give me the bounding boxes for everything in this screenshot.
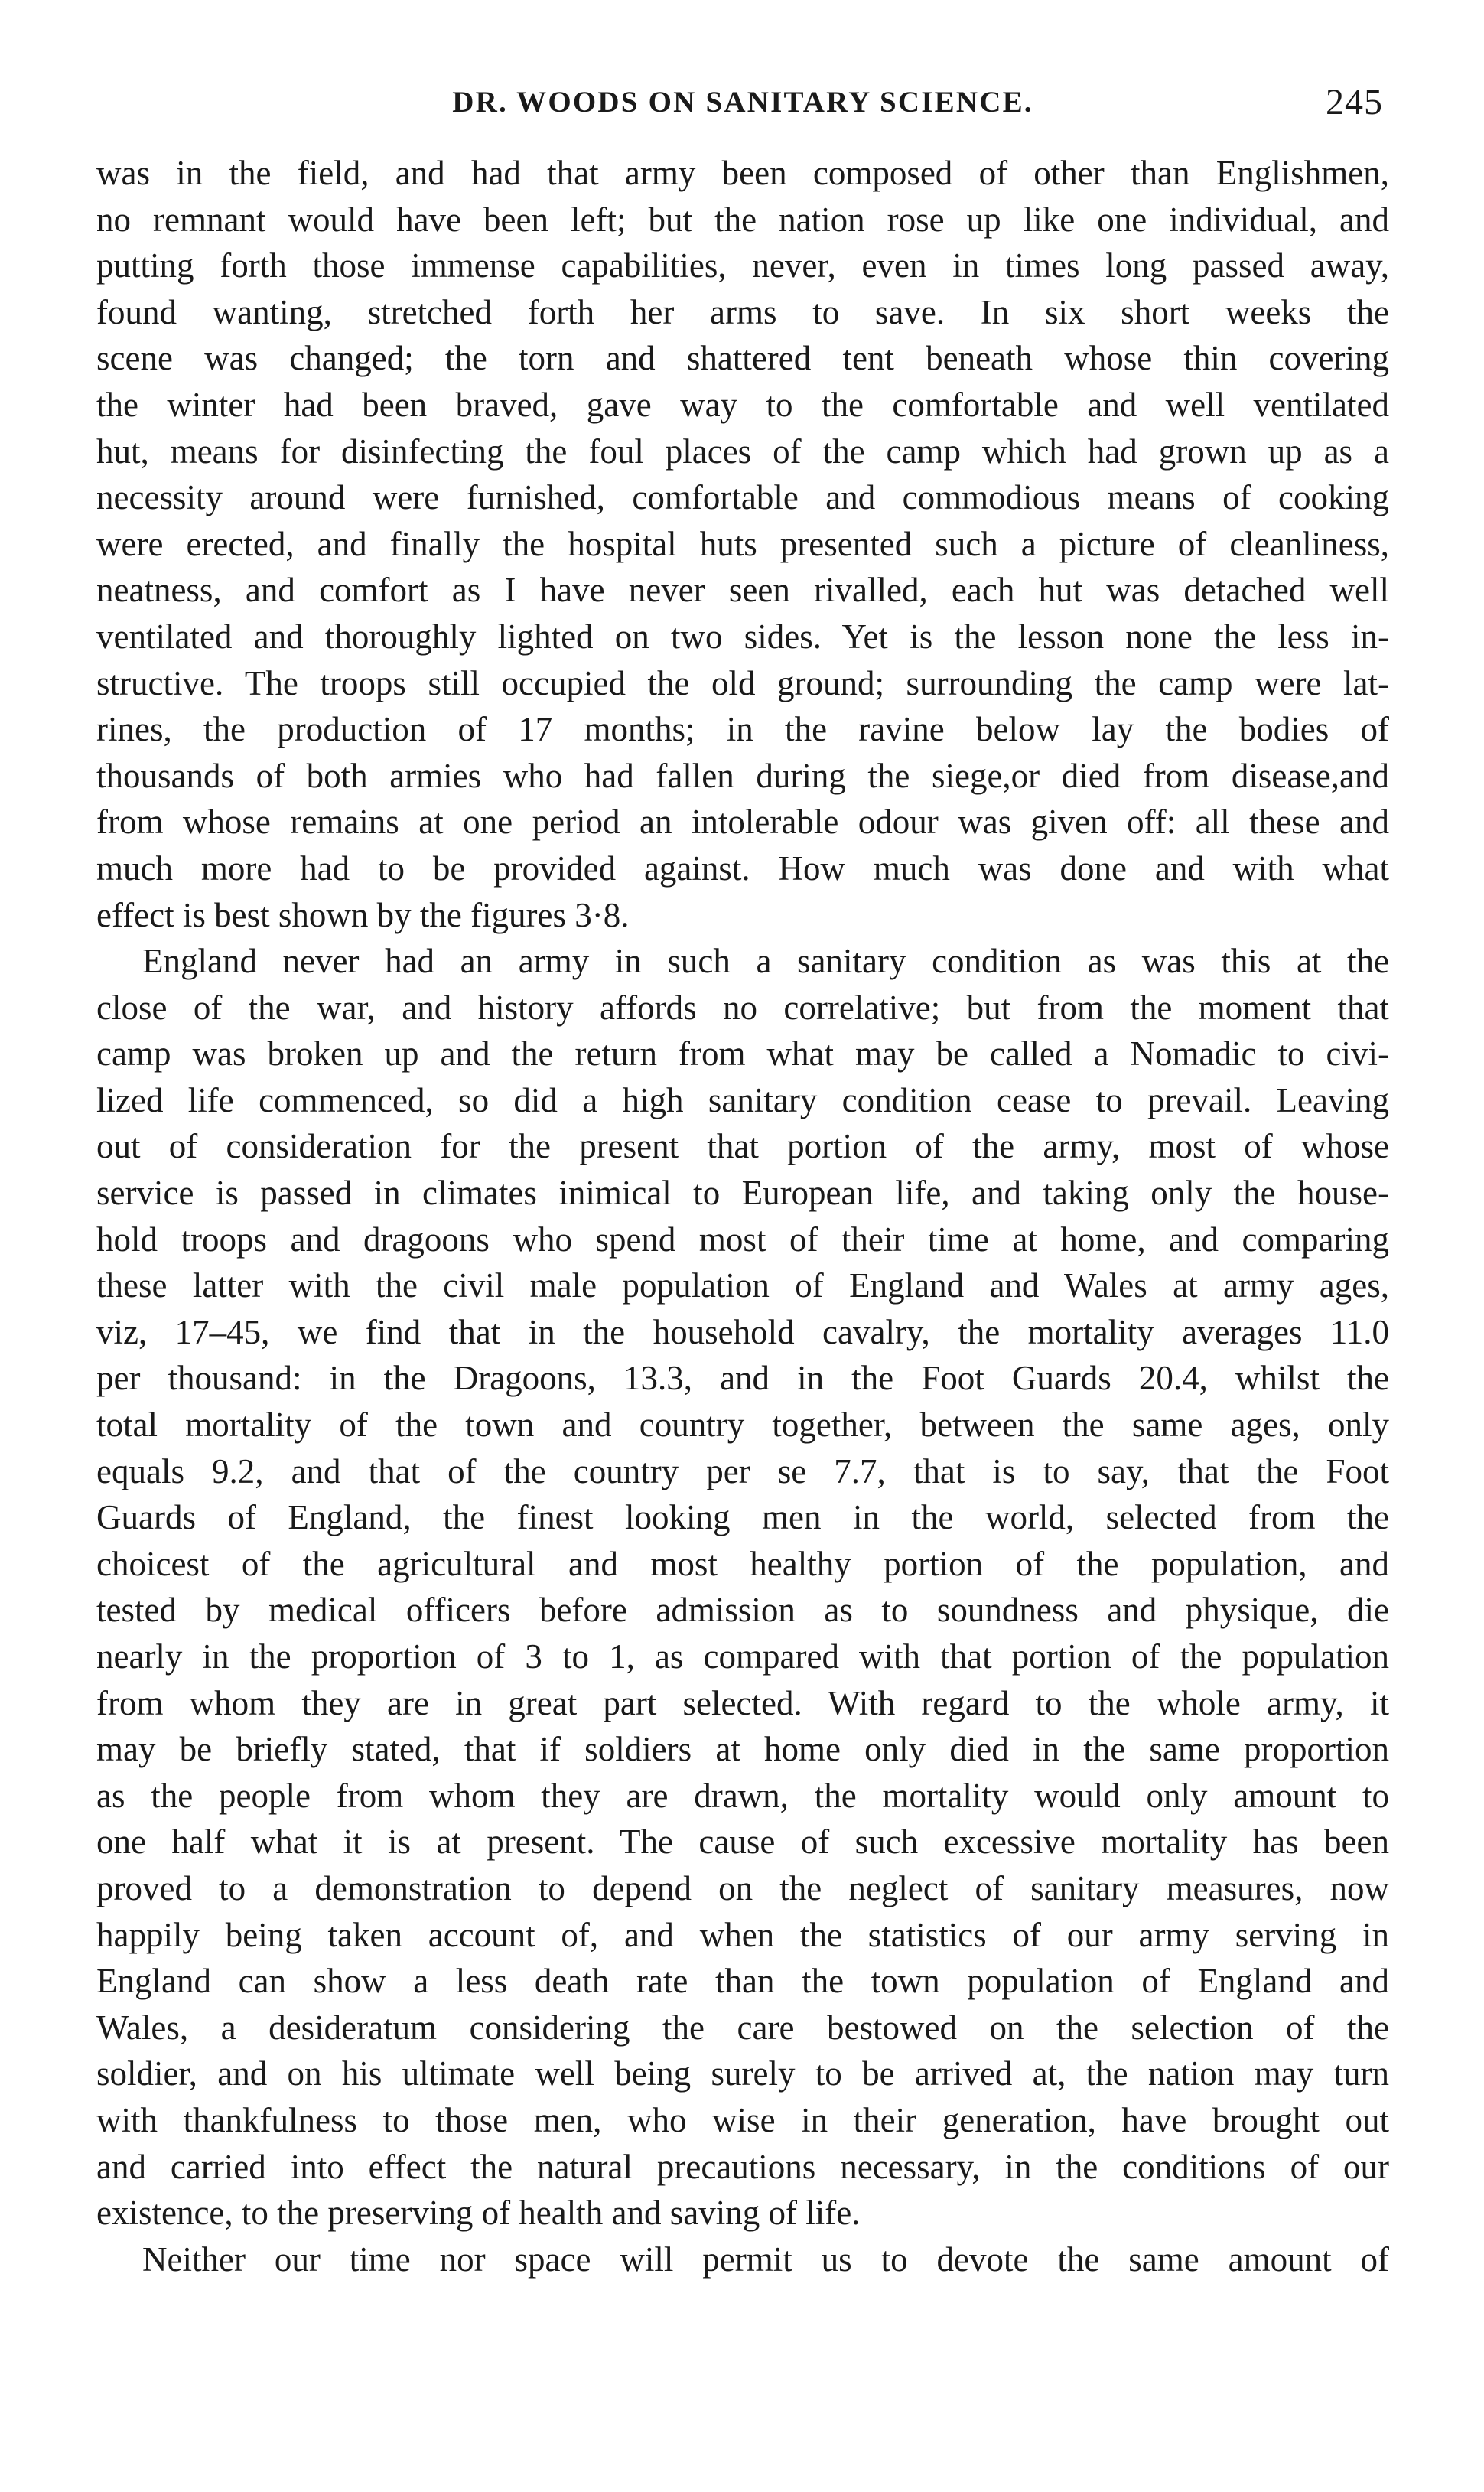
paragraph-end-line: effect is best shown by the figures 3·8. xyxy=(96,895,630,934)
text-line: choicest of the agricultural and most healthy portion of the population, and xyxy=(96,1544,1389,1583)
paragraph-start-line: England never had an army in such a sanitary condition as was this at the xyxy=(142,942,1389,981)
text-line: thousands of both armies who had fallen during the siege,or died from disease,and xyxy=(96,756,1389,795)
text-line: may be briefly stated, that if soldiers at home only died in the same proportion xyxy=(96,1730,1389,1769)
text-line: the winter had been braved, gave way to the comfortable and well ventilated xyxy=(96,385,1389,424)
text-line: tested by medical officers before admission as to soundness and physique, die xyxy=(96,1591,1389,1630)
text-line: rines, the production of 17 months; in the ravine below lay the bodies of xyxy=(96,710,1389,749)
text-line: out of consideration for the present that portion of the army, most of whose xyxy=(96,1127,1389,1166)
text-line: were erected, and finally the hospital huts presented such a picture of cleanliness, xyxy=(96,524,1389,563)
text-line: ventilated and thoroughly lighted on two sides. Yet is the lesson none the less in- xyxy=(96,617,1389,656)
text-line: from whose remains at one period an intolerable odour was given off: all these and xyxy=(96,803,1389,842)
text-line: was in the field, and had that army been composed of other than Englishmen, xyxy=(96,154,1389,192)
text-line: viz, 17–45, we find that in the household cavalry, the mortality averages 11.0 xyxy=(96,1312,1389,1351)
text-line: found wanting, stretched forth her arms to save. In six short weeks the xyxy=(96,292,1389,331)
text-line: one half what it is at present. The cause of such excessive mortality has been xyxy=(96,1823,1389,1862)
text-line: structive. The troops still occupied the old ground; surrounding the camp were lat- xyxy=(96,663,1389,702)
text-line: Wales, a desideratum considering the care bestowed on the selection of the xyxy=(96,2008,1389,2047)
text-line: putting forth those immense capabilities, never, even in times long passed away, xyxy=(96,246,1389,285)
text-line: England can show a less death rate than the town population of England and xyxy=(96,1962,1389,2001)
text-line: nearly in the proportion of 3 to 1, as compared with that portion of the population xyxy=(96,1637,1389,1676)
text-line: close of the war, and history affords no correlative; but from the moment that xyxy=(96,988,1389,1027)
text-line: and carried into effect the natural precautions necessary, in the conditions of our xyxy=(96,2147,1389,2186)
paragraph-start-line: Neither our time nor space will permit us to devote the same amount of xyxy=(142,2240,1389,2279)
paragraph-end-line: existence, to the preserving of health and saving of life. xyxy=(96,2194,861,2233)
text-line: camp was broken up and the return from what may be called a Nomadic to civi- xyxy=(96,1034,1389,1073)
text-line: necessity around were furnished, comfortable and commodious means of cooking xyxy=(96,478,1389,517)
text-line: hut, means for disinfecting the foul places of the camp which had grown up as a xyxy=(96,432,1389,471)
text-line: with thankfulness to those men, who wise in their generation, have brought out xyxy=(96,2100,1389,2139)
text-line: Guards of England, the finest looking men in the world, selected from the xyxy=(96,1498,1389,1537)
text-line: soldier, and on his ultimate well being surely to be arrived at, the nation may turn xyxy=(96,2054,1389,2093)
text-line: much more had to be provided against. How much was done and with what xyxy=(96,849,1389,888)
body-text xyxy=(96,150,1389,2282)
text-line: lized life commenced, so did a high sanitary condition cease to prevail. Leaving xyxy=(96,1080,1389,1119)
text-line: as the people from whom they are drawn, the mortality would only amount to xyxy=(96,1776,1389,1815)
running-title: DR. WOODS ON SANITARY SCIENCE. xyxy=(452,86,1033,119)
text-line: happily being taken account of, and when the statistics of our army serving in xyxy=(96,1915,1389,1954)
text-line: equals 9.2, and that of the country per se 7.7, that is to say, that the Foot xyxy=(96,1451,1389,1490)
text-line: neatness, and comfort as I have never seen rivalled, each hut was detached well xyxy=(96,571,1389,610)
text-line: these latter with the civil male population of England and Wales at army ages, xyxy=(96,1266,1389,1305)
text-line: total mortality of the town and country together, between the same ages, only xyxy=(96,1406,1389,1445)
text-line: hold troops and dragoons who spend most of their time at home, and comparing xyxy=(96,1220,1389,1259)
text-line: per thousand: in the Dragoons, 13.3, and in the Foot Guards 20.4, whilst the xyxy=(96,1359,1389,1398)
page-number: 245 xyxy=(1326,82,1383,122)
text-line: proved to a demonstration to depend on the neglect of sanitary measures, now xyxy=(96,1868,1389,1907)
text-line: service is passed in climates inimical to European life, and taking only the house- xyxy=(96,1174,1389,1213)
text-line: no remnant would have been left; but the nation rose up like one individual, and xyxy=(96,200,1389,239)
running-head xyxy=(96,80,1389,125)
text-line: scene was changed; the torn and shattered tent beneath whose thin covering xyxy=(96,339,1389,378)
text-line: from whom they are in great part selected. With regard to the whole army, it xyxy=(96,1683,1389,1722)
